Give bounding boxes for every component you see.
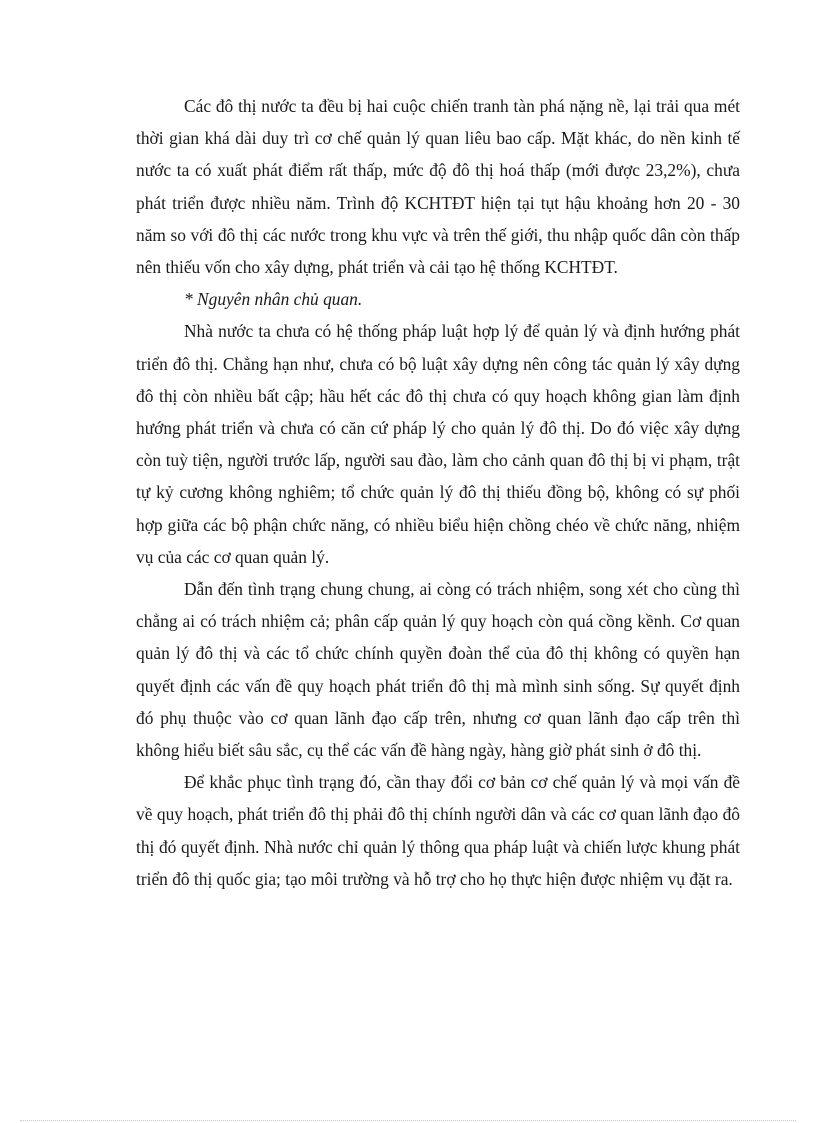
subheading-subjective-causes: * Nguyên nhân chủ quan. xyxy=(184,289,363,310)
page-bottom-divider xyxy=(20,1120,796,1121)
paragraph-responsibility: Dẫn đến tình trạng chung chung, ai còng có trách nhiệm, song xét cho cùng thì chẳng ai có trách nhiệm cả; phân cấp quản lý quy hoạch còn quá cồng kềnh. Cơ quan quản lý đô thị và các tổ chức chính quyền đoàn thể của đô thị không có quyền hạn quyết định các vấn đề quy hoạch phát triển đô thị mà mình sinh sống. Sự quyết định đó phụ thuộc vào cơ quan lãnh đạo cấp trên, nhưng cơ quan lãnh đạo cấp trên thì không hiểu biết sâu sắc, cụ thể các vấn đề hàng ngày, hàng giờ phát sinh ở đô thị. xyxy=(136,579,740,761)
paragraph-objective-causes: Các đô thị nước ta đều bị hai cuộc chiến tranh tàn phá nặng nề, lại trải qua mét thời gian khá dài duy trì cơ chế quản lý quan liêu bao cấp. Mặt khác, do nền kinh tế nước ta có xuất phát điểm rất thấp, mức độ đô thị hoá thấp (mới được 23,2%), chưa phát triển được nhiều năm. Trình độ KCHTĐT hiện tại tụt hậu khoảng hơn 20 - 30 năm so với đô thị các nước trong khu vực và trên thế giới, thu nhập quốc dân còn thấp nên thiếu vốn cho xây dựng, phát triển và cải tạo hệ thống KCHTĐT. xyxy=(136,96,740,278)
document-page xyxy=(136,90,740,895)
paragraph-solution: Để khắc phục tình trạng đó, cần thay đổi cơ bản cơ chế quản lý và mọi vấn đề về quy hoạch, phát triển đô thị phải đô thị chính người dân và các cơ quan lãnh đạo đô thị đó quyết định. Nhà nước chỉ quản lý thông qua pháp luật và chiến lược khung phát triển đô thị quốc gia; tạo môi trường và hỗ trợ cho họ thực hiện được nhiệm vụ đặt ra. xyxy=(136,772,740,889)
paragraph-legal-system: Nhà nước ta chưa có hệ thống pháp luật hợp lý để quản lý và định hướng phát triển đô thị. Chẳng hạn như, chưa có bộ luật xây dựng nên công tác quản lý xây dựng đô thị còn nhiều bất cập; hầu hết các đô thị chưa có quy hoạch không gian làm định hướng phát triển và chưa có căn cứ pháp lý cho quản lý đô thị. Do đó việc xây dựng còn tuỳ tiện, người trước lấp, người sau đào, làm cho cảnh quan đô thị bị vi phạm, trật tự kỷ cương không nghiêm; tổ chức quản lý đô thị thiếu đồng bộ, không có sự phối hợp giữa các bộ phận chức năng, có nhiều biểu hiện chồng chéo về chức năng, nhiệm vụ của các cơ quan quản lý. xyxy=(136,321,740,567)
